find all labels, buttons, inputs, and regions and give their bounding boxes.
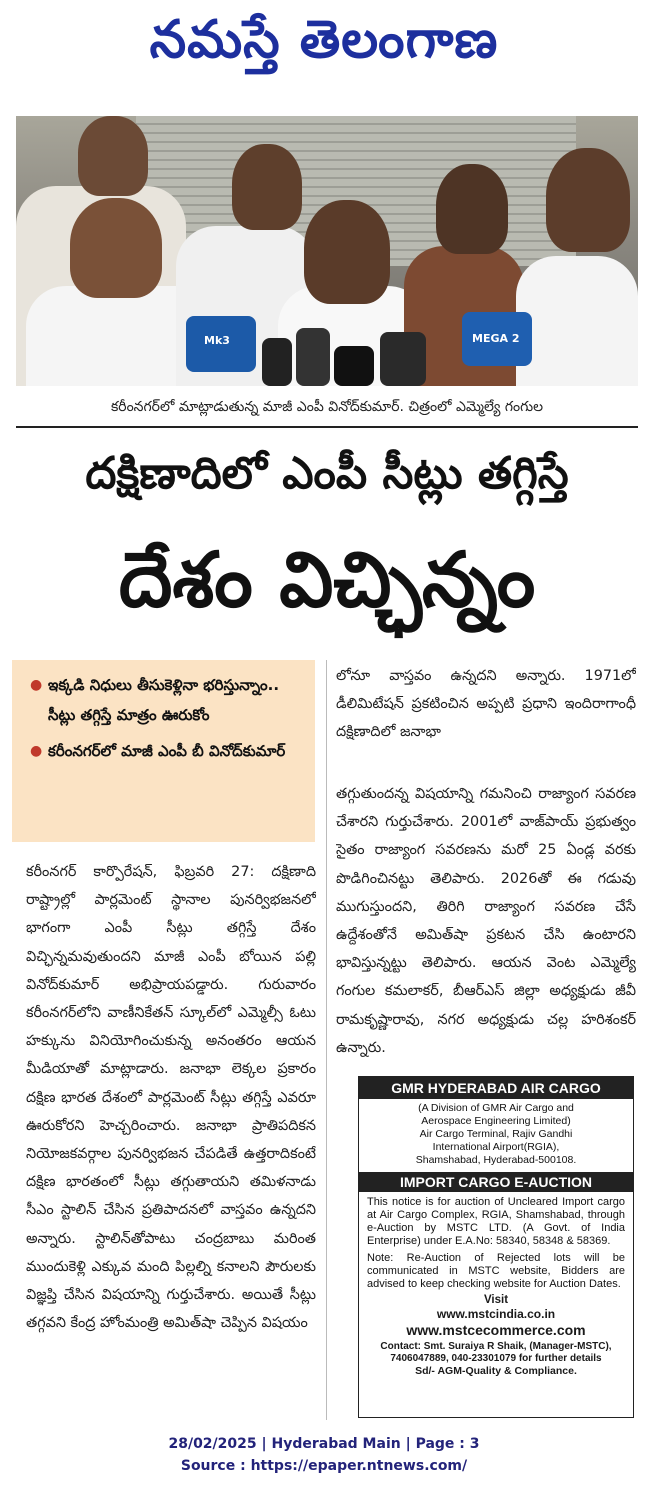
photo-caption: కరీంనగర్‌లో మాట్లాడుతున్న మాజీ ఎంపీ వినోద్‌కుమార్. చిత్రంలో ఎమ్మెల్యే గంగుల: [110, 399, 544, 415]
news-photo: [16, 116, 638, 386]
mic-label: MEGA 2: [472, 332, 520, 345]
microphone: [296, 328, 330, 386]
caption-divider: [16, 426, 638, 428]
ad-contact: Contact: Smt. Suraiya R Shaik, (Manager-MSTC), 7406047889, 040-23301079 for further details: [380, 1341, 612, 1364]
masthead-logo: నమస్తే తెలంగాణ: [149, 10, 499, 70]
article-right-column-top: లోనూ వాస్తవం ఉన్నదని అన్నారు. 1971లో డీలిమిటేషన్ ప్రకటించిన అప్పటి ప్రధాని ఇందిరాగాంధీ దక్షిణాదిలో జనాభా: [336, 668, 636, 741]
photo-person-head: [304, 200, 390, 304]
headline-line-1: దక్షిణాదిలో ఎంపీ సీట్లు తగ్గిస్తే: [85, 448, 569, 499]
highlight-item: [30, 736, 303, 766]
ad-visit: Visit: [483, 1294, 509, 1306]
photo-person-head: [232, 144, 302, 230]
photo-person-head: [436, 164, 508, 254]
ad-band: IMPORT CARGO E-AUCTION: [359, 1172, 633, 1192]
cargo-auction-advertisement: [358, 1076, 634, 1418]
microphone: [380, 332, 426, 386]
ad-subtitle-line: Aerospace Engineering Limited): [421, 1115, 571, 1127]
article-right-column: తగ్గుతుందన్న విషయాన్ని గమనించి రాజ్యాంగ సవరణ చేశారని గుర్తుచేశారు. 2001లో వాజ్‌పాయ్ ప్రభుత్వం సైతం రాజ్యాంగ సవరణను మరో 25 ఏండ్ల వరకు పొడిగించినట్టు తెలిపారు. 2026తో ఈ గడువు ముగుస్తుందని, తిరిగి రాజ్యాంగ సవరణ చేసే ఉద్దేశంతోనే అమిత్‌షా ప్రకటన చేసి ఉంటారని భావిస్తున్నట్టు తెలిపారు. ఆయన వెంట ఎమ్మెల్యే గంగుల కమలాకర్, బీఆర్‌ఎస్ జిల్లా అధ్యక్షుడు జీవీ రామకృష్ణారావు, నగర అధ్యక్షుడు చల్ల హరిశంకర్ ఉన్నారు.: [336, 786, 636, 1056]
highlight-text: ఇక్కడి నిధులు తీసుకెళ్లినా భరిస్తున్నాం.. సీట్లు తగ్గిస్తే మాత్రం ఊరుకోం: [48, 676, 280, 724]
article-left-column: కరీంనగర్ కార్పొరేషన్, ఫిబ్రవరి 27: దక్షిణాది రాష్ట్రాల్లో పార్లమెంట్ స్థానాల పునర్విభజనలో భాగంగా ఎంపీ సీట్లు తగ్గిస్తే దేశం విచ్ఛిన్నమవుతుందని మాజీ ఎంపీ బోయిన పల్లి వినోద్‌కుమార్ అభిప్రాయపడ్డారు. గురువారం కరీంనగర్‌లోని వాణీనికేతన్ స్కూల్‌లో ఎమ్మెల్సీ ఓటు హక్కును వినియోగించుకున్న అనంతరం ఆయన మీడియాతో మాట్లాడారు. జనాభా లెక్కల ప్రకారం దక్షిణ భారత దేశంలో పార్లమెంట్ సీట్లు తగ్గిస్తే ఎవరూ ఊరుకోరని హెచ్చరించారు. జనాభా ప్రాతిపదికన నియోజకవర్గాల పునర్విభజన చేపడితే ఉత్తరాదికంటే దక్షిణ భారతంలో సీట్లు తగ్గుతాయని తమిళనాడు సీఎం స్టాలిన్ చేసిన ప్రతిపాదనలో వాస్తవం ఉన్నదని అన్నారు. స్టాలిన్‌తోపాటు చంద్రబాబు మరింత ముందుకెళ్లి ఎక్కువ మంది పిల్లల్ని కనాలని పౌరులకు విజ్ఞప్తి చేసిన విషయాన్ని గుర్తుచేశారు. అయితే సీట్లు తగ్గవని కేంద్ర హోంమంత్రి అమిత్‌షా చెప్పిన విషయం: [26, 864, 316, 1332]
column-divider: [326, 660, 327, 1420]
photo-person-shirt: [516, 256, 638, 386]
ad-body: This notice is for auction of Uncleared Import cargo at Air Cargo Complex, RGIA, Shamshabad, through e-Auction by MSTC LTD. (A Govt. of India Enterprise) under E.A.No: 58340, 58348 & 58369.: [367, 1196, 625, 1247]
highlight-item: [30, 670, 303, 730]
photo-person-head: [70, 198, 162, 298]
footer-edition-info: 28/02/2025 | Hyderabad Main | Page : 3: [168, 1436, 480, 1452]
bullet-icon: ●: [30, 743, 43, 759]
ad-subtitle: [359, 1099, 633, 1170]
ad-signature: Sd/- AGM-Quality & Compliance.: [415, 1365, 577, 1377]
highlight-text: కరీంనగర్‌లో మాజీ ఎంపీ బీ వినోద్‌కుమార్: [48, 742, 286, 760]
footer-source-link[interactable]: Source : https://epaper.ntnews.com/: [180, 1458, 468, 1474]
ad-subtitle-line: Air Cargo Terminal, Rajiv Gandhi: [419, 1128, 573, 1140]
mic-label: Mk3: [204, 334, 230, 347]
ad-subtitle-line: Shamshabad, Hyderabad-500108.: [415, 1154, 577, 1166]
ad-subtitle-line: (A Division of GMR Air Cargo and: [418, 1102, 574, 1114]
photo-person-head: [78, 116, 148, 196]
headline-line-2: దేశం విచ్ఛిన్నం: [118, 535, 536, 624]
ad-title: GMR HYDERABAD AIR CARGO: [359, 1077, 633, 1099]
microphone: [262, 338, 292, 386]
highlights-box: [12, 660, 315, 842]
microphone: [334, 346, 374, 386]
ad-url-mstcecommerce[interactable]: www.mstcecommerce.com: [406, 1322, 586, 1338]
ad-note: Note: Re-Auction of Rejected lots will be communicated in MSTC website, Bidders are advised to keep checking website for Auction Dates.: [367, 1252, 625, 1290]
ad-url-mstcindia[interactable]: www.mstcindia.co.in: [436, 1307, 556, 1321]
photo-person-head: [546, 148, 630, 252]
bullet-icon: ●: [30, 677, 43, 693]
ad-subtitle-line: International Airport(RGIA),: [432, 1141, 560, 1153]
